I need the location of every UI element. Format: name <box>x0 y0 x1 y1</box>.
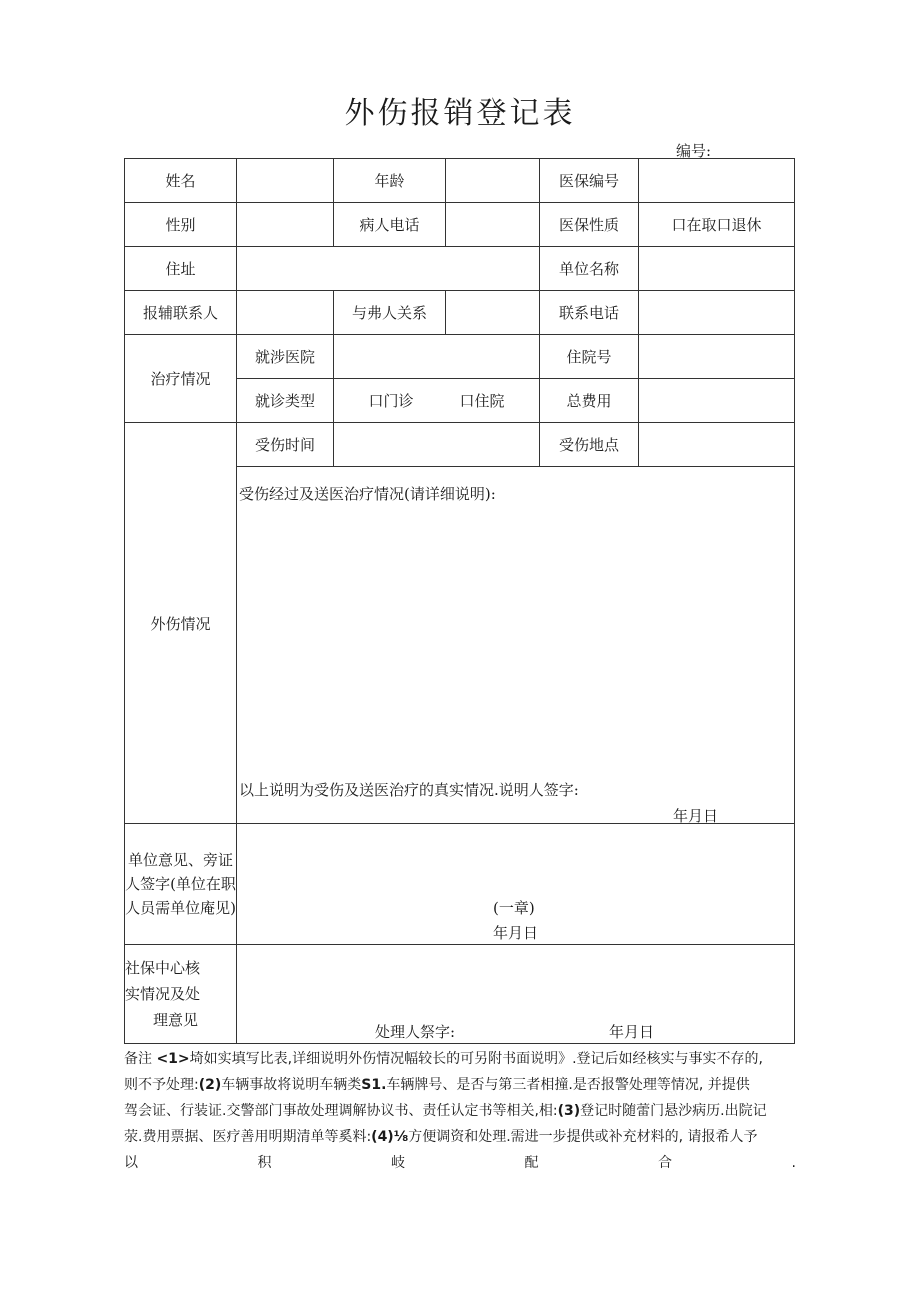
gender-field[interactable] <box>237 203 334 247</box>
visit-type-label: 就诊类型 <box>237 379 334 423</box>
employer-field[interactable] <box>639 247 795 291</box>
notes-line-5: 以 积 岐 配 合 . <box>124 1155 796 1171</box>
address-label: 住址 <box>125 247 237 291</box>
notes-line-3: 驾会证、行装证.交警部门事故处理调解协议书、责任认定书等相关,相:(3)登记时随蕾门悬沙病历.出院记 <box>124 1103 767 1119</box>
visit-type-options <box>334 379 540 423</box>
notes-line-1: 备注 <1>埼如实填写比表,详细说明外伤情况幅较长的可另附书面说明》.登记后如经核实与事实不存的, <box>124 1051 764 1067</box>
hospital-label: 就涉医院 <box>237 335 334 379</box>
relation-field[interactable] <box>446 291 540 335</box>
name-label: 姓名 <box>125 159 237 203</box>
injury-place-field[interactable] <box>639 423 795 467</box>
social-label-cell <box>125 945 237 1044</box>
narrative-date: 年月日 <box>673 807 719 825</box>
social-label-line-1: 社保中心核 <box>125 959 201 977</box>
notes <box>124 1046 796 1176</box>
age-label: 年龄 <box>334 159 446 203</box>
hospital-field[interactable] <box>334 335 540 379</box>
inpatient-no-label: 住院号 <box>540 335 639 379</box>
social-label-line-2: 实情况及处 <box>125 985 201 1003</box>
treatment-label: 治疗情况 <box>125 335 237 423</box>
notes-line-2: 则不予处理:(2)车辆事故将说明车辆类S1.车辆牌号、是否与第三者相撞.是否报警处理等情况, 并提供 <box>124 1077 750 1093</box>
unit-opinion-label: 单位意见、旁证人签字(单位在职人员需单位庵见) <box>125 851 236 917</box>
total-cost-label: 总费用 <box>540 379 639 423</box>
handler-signature: 处理人祭字: <box>375 1023 456 1041</box>
unit-seal: (一章) <box>493 899 535 917</box>
unit-opinion-label-cell <box>125 824 237 945</box>
contact-field[interactable] <box>237 291 334 335</box>
registration-table <box>124 158 795 1044</box>
social-opinion-cell[interactable] <box>237 945 795 1044</box>
patient-phone-label: 病人电话 <box>334 203 446 247</box>
contact-phone-label: 联系电话 <box>540 291 639 335</box>
age-field[interactable] <box>446 159 540 203</box>
injury-narrative-cell[interactable] <box>237 467 795 824</box>
insurance-no-label: 医保编号 <box>540 159 639 203</box>
injury-place-label: 受伤地点 <box>540 423 639 467</box>
social-label-line-3: 理意见 <box>153 1011 199 1029</box>
injury-time-field[interactable] <box>334 423 540 467</box>
total-cost-field[interactable] <box>639 379 795 423</box>
contact-label: 报辅联系人 <box>125 291 237 335</box>
outpatient-checkbox[interactable]: 口门诊 <box>368 392 414 410</box>
form-title: 外伤报销登记表 <box>344 96 576 131</box>
name-field[interactable] <box>237 159 334 203</box>
employer-label: 单位名称 <box>540 247 639 291</box>
serial-number-label: 编号: <box>676 142 712 160</box>
injury-time-label: 受伤时间 <box>237 423 334 467</box>
narrative-statement: 以上说明为受伤及送医治疗的真实情况.说明人签字: <box>239 781 579 799</box>
narrative-heading: 受伤经过及送医治疗情况(请详细说明): <box>239 485 496 503</box>
injury-label: 外伤情况 <box>125 423 237 824</box>
gender-label: 性别 <box>125 203 237 247</box>
insurance-no-field[interactable] <box>639 159 795 203</box>
inpatient-no-field[interactable] <box>639 335 795 379</box>
unit-opinion-cell[interactable] <box>237 824 795 945</box>
social-date: 年月日 <box>609 1023 655 1041</box>
patient-phone-field[interactable] <box>446 203 540 247</box>
insurance-type-options[interactable]: 口在取口退休 <box>639 203 795 247</box>
address-field[interactable] <box>237 247 540 291</box>
inpatient-checkbox[interactable]: 口住院 <box>459 392 505 410</box>
relation-label: 与弗人关系 <box>334 291 446 335</box>
unit-date: 年月日 <box>493 924 539 942</box>
notes-line-4: 荥.费用票据、医疗善用明期清单等奚料:(4)⅛方便调资和处理.需进一步提供或补充材料的, 请报希人予 <box>124 1129 758 1145</box>
insurance-type-label: 医保性质 <box>540 203 639 247</box>
contact-phone-field[interactable] <box>639 291 795 335</box>
